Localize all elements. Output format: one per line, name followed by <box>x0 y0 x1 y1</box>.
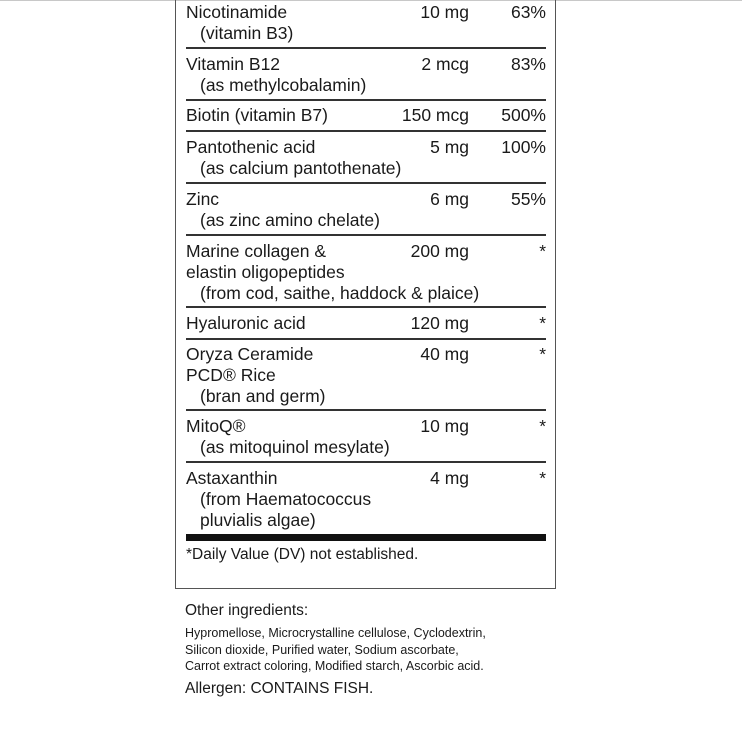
nutrient-amount: 2 mcg <box>421 54 469 74</box>
nutrient-name-line2: PCD® Rice <box>186 365 276 385</box>
row-divider <box>186 338 546 340</box>
row-divider <box>186 306 546 308</box>
nutrient-dv: * <box>539 468 546 488</box>
nutrient-amount: 200 mg <box>410 241 469 261</box>
other-ingredients-line: Hypromellose, Microcrystalline cellulose, Cyclodextrin, <box>185 626 486 640</box>
nutrient-detail: (as zinc amino chelate) <box>200 210 380 230</box>
nutrient-amount: 10 mg <box>420 2 469 22</box>
nutrient-dv: 63% <box>510 2 546 22</box>
row-divider <box>186 461 546 463</box>
nutrient-dv: * <box>539 313 546 333</box>
row-divider <box>186 409 546 411</box>
nutrient-name: Marine collagen & <box>186 241 327 261</box>
nutrient-amount: 5 mg <box>430 137 469 157</box>
nutrient-detail-line2: pluvialis algae) <box>200 510 316 530</box>
other-ingredients-list <box>185 625 565 675</box>
row-divider <box>186 99 546 101</box>
other-ingredients-line: Carrot extract coloring, Modified starch, Ascorbic acid. <box>185 659 484 673</box>
nutrient-name: Hyaluronic acid <box>186 313 306 333</box>
other-ingredients-title: Other ingredients: <box>185 602 309 619</box>
nutrient-detail: (from Haematococcus <box>200 489 372 509</box>
nutrient-amount: 120 mg <box>410 313 469 333</box>
dv-footnote: *Daily Value (DV) not established. <box>186 546 419 563</box>
allergen-statement: Allergen: CONTAINS FISH. <box>185 680 374 697</box>
nutrient-name: Vitamin B12 <box>186 54 281 74</box>
nutrient-dv: * <box>539 416 546 436</box>
nutrient-dv: 100% <box>501 137 546 157</box>
row-divider <box>186 182 546 184</box>
nutrient-dv: 500% <box>501 105 546 125</box>
nutrient-name: Zinc <box>186 189 220 209</box>
nutrient-name: Biotin (vitamin B7) <box>186 105 328 125</box>
nutrient-detail: (as methylcobalamin) <box>200 75 367 95</box>
nutrient-detail: (vitamin B3) <box>200 23 294 43</box>
other-ingredients-line: Silicon dioxide, Purified water, Sodium ascorbate, <box>185 642 459 657</box>
nutrient-name: Pantothenic acid <box>186 137 316 157</box>
nutrient-amount: 4 mg <box>430 468 469 488</box>
nutrient-detail: (as calcium pantothenate) <box>200 158 402 178</box>
nutrient-dv: 83% <box>510 54 546 74</box>
thick-divider <box>186 534 546 541</box>
nutrient-name: Nicotinamide <box>186 2 288 22</box>
nutrient-amount: 6 mg <box>430 189 469 209</box>
nutrient-detail: (from cod, saithe, haddock & plaice) <box>200 283 480 303</box>
nutrient-name: MitoQ® <box>186 416 246 436</box>
nutrient-name-line2: elastin oligopeptides <box>186 262 345 282</box>
nutrient-name: Astaxanthin <box>186 468 278 488</box>
nutrient-detail: (as mitoquinol mesylate) <box>200 437 390 457</box>
nutrient-amount: 150 mcg <box>401 105 469 125</box>
nutrient-dv: * <box>539 241 546 261</box>
row-divider <box>186 47 546 49</box>
nutrient-amount: 40 mg <box>420 344 469 364</box>
row-divider <box>186 130 546 132</box>
row-divider <box>186 234 546 236</box>
supplement-facts-panel <box>175 0 556 589</box>
nutrient-detail: (bran and germ) <box>200 386 326 406</box>
nutrient-dv: * <box>539 344 546 364</box>
nutrient-amount: 10 mg <box>420 416 469 436</box>
nutrient-name: Oryza Ceramide <box>186 344 314 364</box>
nutrient-dv: 55% <box>510 189 546 209</box>
